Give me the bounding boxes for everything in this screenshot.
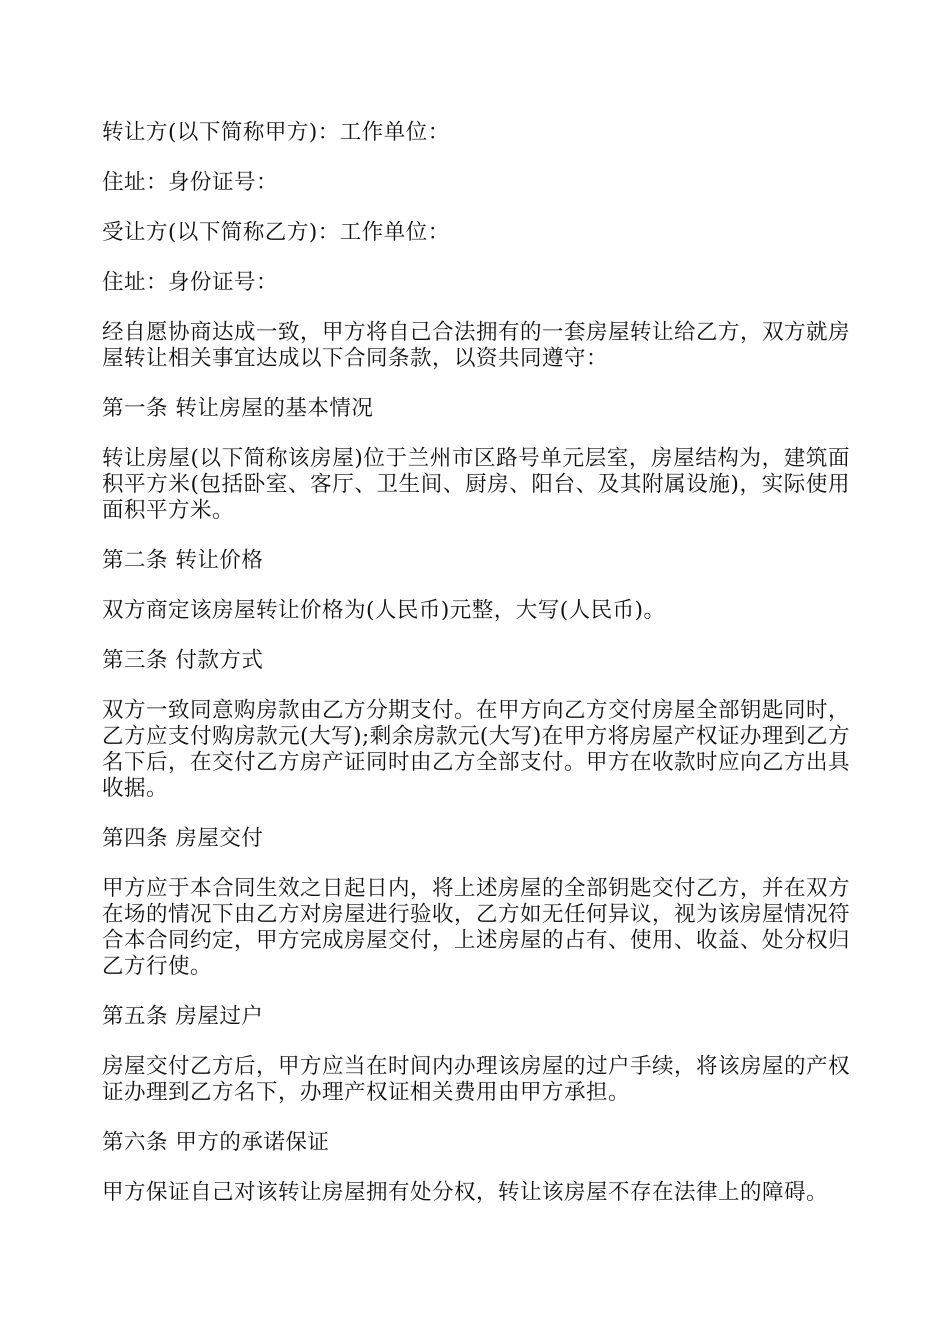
article-1-title: 第一条 转让房屋的基本情况 (102, 396, 374, 421)
article-4-body: 甲方应于本合同生效之日起日内，将上述房屋的全部钥匙交付乙方，并在双方在场的情况下由乙方对房屋进行验收，乙方如无任何异议，视为该房屋情况符合本合同约定，甲方完成房屋交付，上述房屋的占有、使用、收益、处分权归乙方行使。 (102, 876, 851, 979)
transferee-address-line: 住址：身份证号： (102, 270, 279, 295)
article-1-body: 转让房屋(以下简称该房屋)位于兰州市区路号单元层室，房屋结构为，建筑面积平方米(包括卧室、客厅、卫生间、厨房、阳台、及其附属设施)，实际使用面积平方米。 (102, 446, 850, 523)
article-3-title: 第三条 付款方式 (102, 648, 264, 673)
transferor-address-line: 住址：身份证号： (102, 170, 279, 195)
transferor-line: 转让方(以下简称甲方)：工作单位： (102, 120, 450, 145)
article-4-title: 第四条 房屋交付 (102, 826, 264, 851)
intro-paragraph: 经自愿协商达成一致，甲方将自己合法拥有的一套房屋转让给乙方，双方就房屋转让相关事宜达成以下合同条款，以资共同遵守： (102, 320, 851, 371)
article-6-title: 第六条 甲方的承诺保证 (102, 1130, 330, 1155)
article-2-title: 第二条 转让价格 (102, 548, 264, 573)
transferee-line: 受让方(以下简称乙方)：工作单位： (102, 220, 450, 245)
article-3-body: 双方一致同意购房款由乙方分期支付。在甲方向乙方交付房屋全部钥匙同时，乙方应支付购房款元(大写);剩余房款元(大写)在甲方将房屋产权证办理到乙方名下后，在交付乙方房产证同时由乙方全部支付。甲方在收款时应向乙方出具收据。 (102, 698, 851, 801)
article-5-title: 第五条 房屋过户 (102, 1004, 264, 1029)
article-2-body: 双方商定该房屋转让价格为(人民币)元整，大写(人民币)。 (102, 598, 666, 623)
article-5-body: 房屋交付乙方后，甲方应当在时间内办理该房屋的过户手续，将该房屋的产权证办理到乙方名下，办理产权证相关费用由甲方承担。 (102, 1054, 851, 1105)
contract-document (102, 120, 850, 1230)
article-6-body: 甲方保证自己对该转让房屋拥有处分权，转让该房屋不存在法律上的障碍。 (102, 1180, 829, 1205)
